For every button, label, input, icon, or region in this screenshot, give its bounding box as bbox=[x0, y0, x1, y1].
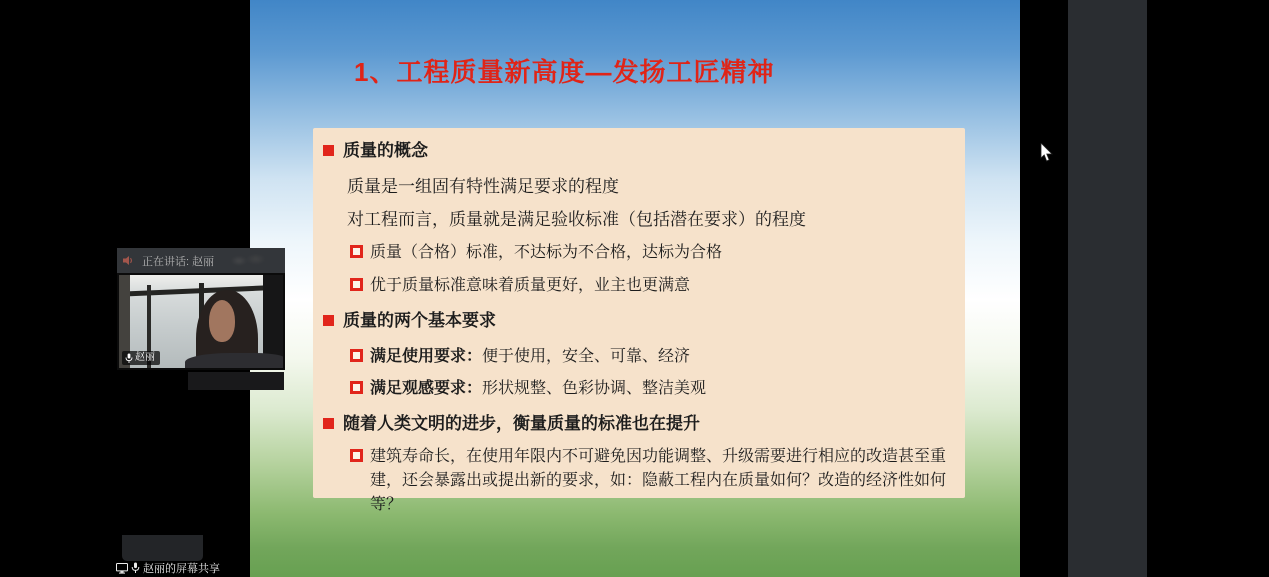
line-text: 建筑寿命长，在使用年限内不可避免因功能调整、升级需要进行相应的改造甚至重建，还会暴露出或提出新的要求，如：隐蔽工程内在质量如何？改造的经济性如何等？ bbox=[370, 448, 947, 514]
line-label: 满足使用要求： bbox=[370, 347, 483, 365]
shared-screen-slide bbox=[250, 0, 1020, 577]
sub-bullet-line bbox=[323, 274, 949, 298]
speaker-video-window[interactable] bbox=[117, 248, 285, 370]
line-rest: 便于使用，安全、可靠、经济 bbox=[482, 347, 691, 365]
sub-bullet-line bbox=[323, 241, 949, 265]
person-body bbox=[185, 353, 285, 370]
hollow-square-bullet-icon bbox=[350, 381, 363, 394]
filled-square-bullet-icon bbox=[323, 315, 334, 326]
mouse-cursor-icon bbox=[1040, 143, 1053, 162]
screen-share-banner bbox=[116, 560, 220, 576]
microphone-icon bbox=[131, 562, 140, 574]
line-rest: 形状规整、色彩协调、整洁美观 bbox=[482, 379, 707, 397]
filled-square-bullet-icon bbox=[323, 145, 334, 156]
screen-share-label: 赵丽的屏幕共享 bbox=[143, 563, 220, 575]
slide-content-panel bbox=[313, 128, 965, 514]
line-text: 优于质量标准意味着质量更好，业主也更满意 bbox=[370, 277, 691, 295]
line-text bbox=[370, 377, 706, 401]
hollow-square-bullet-icon bbox=[350, 449, 363, 462]
thumbnail-shadow bbox=[188, 372, 284, 390]
line-text: 质量（合格）标准，不达标为不合格，达标为合格 bbox=[370, 244, 723, 262]
line-text bbox=[370, 345, 690, 369]
webcam-video-feed[interactable] bbox=[117, 273, 285, 370]
hollow-square-bullet-icon bbox=[350, 245, 363, 258]
text-line bbox=[323, 209, 949, 231]
text-line bbox=[323, 176, 949, 198]
slide-title: 1、工程质量新高度—发扬工匠精神 bbox=[354, 57, 775, 87]
bullet-line bbox=[323, 413, 949, 435]
bullet-line bbox=[323, 140, 949, 162]
sub-bullet-line bbox=[323, 377, 949, 401]
line-text: 对工程而言，质量就是满足验收标准（包括潜在要求）的程度 bbox=[347, 209, 806, 229]
line-text: 质量的概念 bbox=[343, 141, 428, 160]
speaker-icon bbox=[123, 255, 134, 266]
watermark-logo bbox=[227, 252, 267, 268]
speaking-now-label: 正在讲话: 赵丽 bbox=[142, 255, 215, 268]
bullet-line bbox=[323, 310, 949, 332]
right-panel-strip bbox=[1068, 0, 1147, 577]
bottom-panel-tab bbox=[122, 535, 203, 561]
participant-name-tag bbox=[122, 351, 160, 365]
microphone-icon bbox=[125, 353, 133, 364]
participant-name: 赵丽 bbox=[135, 352, 155, 363]
hollow-square-bullet-icon bbox=[350, 349, 363, 362]
hollow-square-bullet-icon bbox=[350, 278, 363, 291]
line-text: 随着人类文明的进步，衡量质量的标准也在提升 bbox=[343, 413, 700, 433]
filled-square-bullet-icon bbox=[323, 418, 334, 429]
sub-bullet-line bbox=[323, 445, 949, 517]
line-text: 质量的两个基本要求 bbox=[343, 311, 496, 331]
screen-share-icon bbox=[116, 563, 128, 574]
line-label: 满足观感要求： bbox=[370, 379, 483, 397]
person-face bbox=[209, 300, 235, 342]
video-window-titlebar[interactable] bbox=[117, 248, 285, 273]
sub-bullet-line bbox=[323, 345, 949, 369]
line-text: 质量是一组固有特性满足要求的程度 bbox=[347, 177, 619, 197]
